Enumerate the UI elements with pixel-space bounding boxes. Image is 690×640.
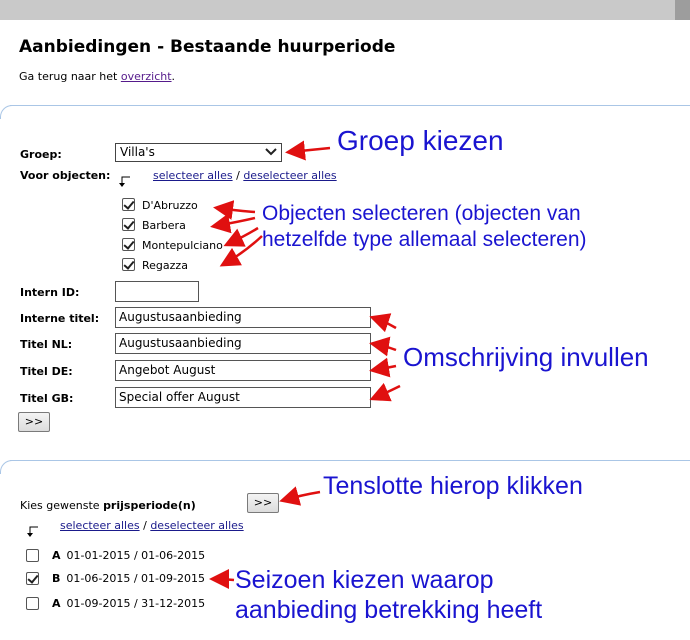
page-title: Aanbiedingen - Bestaande huurperiode (19, 37, 396, 57)
period-range: 01-06-2015 / 01-09-2015 (66, 572, 205, 585)
annotation-groep: Groep kiezen (337, 125, 504, 156)
period-row (26, 549, 205, 562)
period-prompt-bold: prijsperiode(n) (103, 499, 196, 512)
arrow-groep (290, 148, 330, 152)
period-row (26, 572, 205, 585)
period-range: 01-01-2015 / 01-06-2015 (66, 549, 206, 562)
annotation-objecten-1: Objecten selecteren (objecten van (262, 202, 581, 225)
select-all-periods-link[interactable]: selecteer alles (60, 519, 140, 532)
annotation-seizoen-1: Seizoen kiezen waarop (235, 566, 494, 594)
interne-titel-input[interactable]: Augustusaanbieding (115, 307, 371, 328)
period-code: B (52, 572, 61, 585)
arrow-tenslotte (284, 492, 320, 500)
period-select-links (60, 519, 244, 532)
intern-id-input[interactable] (115, 281, 199, 302)
section-divider (10, 460, 690, 461)
corner-down-arrow-icon (118, 176, 132, 188)
back-suffix: . (171, 70, 176, 83)
intern-id-label: Intern ID: (20, 286, 80, 299)
annotation-omschrijving: Omschrijving invullen (403, 342, 649, 372)
chevron-down-icon (264, 144, 278, 160)
arrow-titel-de (374, 366, 396, 370)
object-checkbox-dabruzzo[interactable] (122, 198, 135, 211)
titel-nl-input[interactable]: Augustusaanbieding (115, 333, 371, 354)
section-frame-corner (0, 460, 14, 474)
object-checkbox-barbera[interactable] (122, 218, 135, 231)
annotation-objecten-2: hetzelfde type allemaal selecteren) (262, 228, 587, 251)
titel-gb-label: Titel GB: (20, 392, 74, 405)
object-label: Regazza (142, 259, 188, 272)
groep-label: Groep: (20, 148, 62, 161)
arrow-object-3 (228, 228, 258, 244)
object-label: Montepulciano (142, 239, 223, 252)
object-checkbox-regazza[interactable] (122, 258, 135, 271)
section-frame-corner (0, 105, 14, 119)
section-divider (10, 105, 690, 106)
separator: / (143, 519, 147, 532)
groep-selected-value: Villa's (120, 145, 155, 159)
interne-titel-label: Interne titel: (20, 312, 100, 325)
corner-down-arrow-icon (26, 526, 40, 538)
titel-nl-label: Titel NL: (20, 338, 73, 351)
deselect-all-objects-link[interactable]: deselecteer alles (243, 169, 337, 182)
arrow-seizoen (214, 579, 234, 580)
object-label: Barbera (142, 219, 186, 232)
form-next-button[interactable]: >> (18, 412, 50, 432)
overview-link[interactable]: overzicht (120, 70, 172, 83)
arrow-titel-nl (374, 344, 396, 350)
titel-gb-input[interactable]: Special offer August (115, 387, 371, 408)
arrow-object-4 (224, 236, 262, 264)
arrow-object-1 (218, 208, 255, 212)
titel-de-label: Titel DE: (20, 365, 73, 378)
titel-de-input[interactable]: Angebot August (115, 360, 371, 381)
period-prompt (20, 499, 196, 512)
object-checkbox-montepulciano[interactable] (122, 238, 135, 251)
annotation-seizoen-2: aanbieding betrekking heeft (235, 596, 543, 624)
separator: / (236, 169, 240, 182)
browser-top-bar (0, 0, 690, 20)
object-select-links (153, 169, 337, 182)
deselect-all-periods-link[interactable]: deselecteer alles (150, 519, 244, 532)
arrow-titel-gb (374, 386, 400, 398)
groep-select[interactable] (115, 143, 282, 162)
period-next-button[interactable]: >> (247, 493, 279, 513)
back-line (19, 70, 175, 83)
period-code: A (52, 597, 61, 610)
back-prefix: Ga terug naar het (19, 70, 121, 83)
scrollbar-corner[interactable] (675, 0, 690, 20)
voor-objecten-label: Voor objecten: (20, 169, 111, 182)
period-row (26, 597, 205, 610)
period-prompt-prefix: Kies gewenste (20, 499, 104, 512)
object-label: D'Abruzzo (142, 199, 198, 212)
arrow-object-2 (215, 218, 255, 226)
period-code: A (52, 549, 61, 562)
period-range: 01-09-2015 / 31-12-2015 (66, 597, 206, 610)
arrow-interne-titel (374, 318, 396, 328)
annotation-tenslotte: Tenslotte hierop klikken (323, 472, 583, 500)
select-all-objects-link[interactable]: selecteer alles (153, 169, 233, 182)
